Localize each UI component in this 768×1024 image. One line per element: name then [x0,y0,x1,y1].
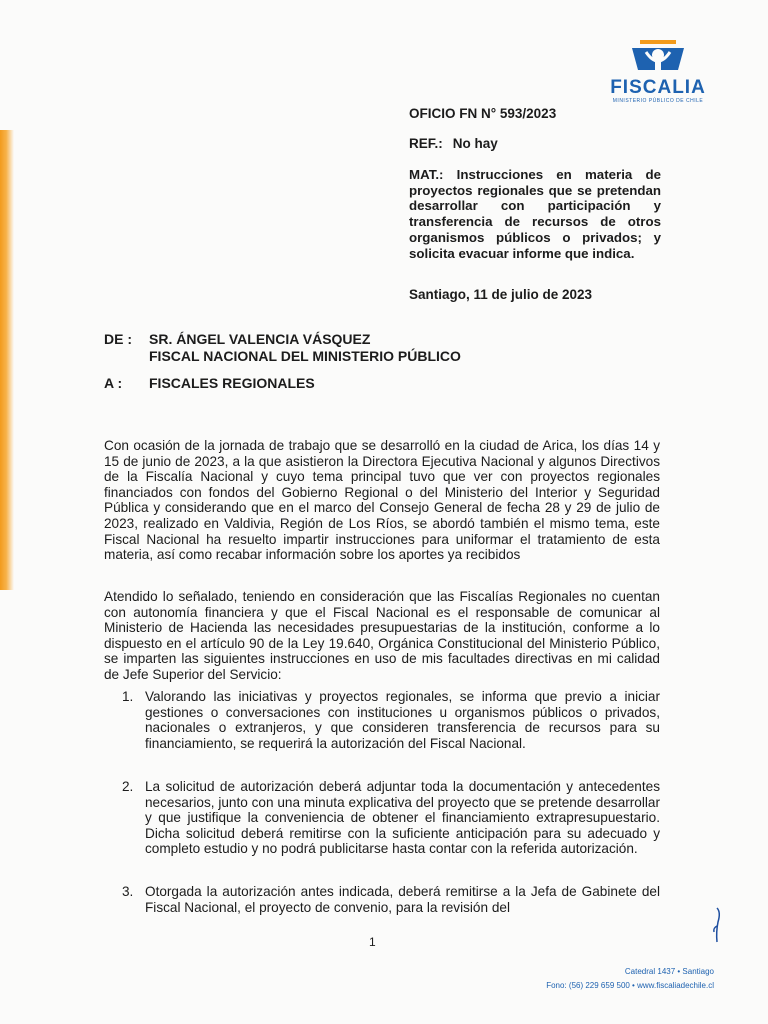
from-title: FISCAL NACIONAL DEL MINISTERIO PÚBLICO [149,348,461,364]
page-number: 1 [369,935,376,949]
item-number: 3. [122,884,134,899]
body-paragraph-2: Atendido lo señalado, teniendo en consideración que las Fiscalías Regionales no cuentan con autonomía financiera y que el Fiscal Nacional es el responsable de comunicar al Ministerio de Hacienda las necesidades presupuestarias de la institución, conforme a lo dispuesto en el artículo 90 de la Ley 19.640, Orgánica Constitucional del Ministerio Público, se imparten las siguientes instrucciones en uso de mis facultades directivas en mi calidad de Jefe Superior del Servicio: [104,589,660,682]
item-text: Otorgada la autorización antes indicada, deberá remitirse a la Jefa de Gabinete del Fiscal Nacional, el proyecto de convenio, para la revisión del [145,884,660,915]
to-label: A : [104,375,123,391]
ref-value: No hay [452,136,498,151]
logo-title: FISCALIA [610,77,706,98]
orange-margin-strip [0,130,14,590]
reference [409,136,498,151]
footer-address: Catedral 1437 • Santiago [624,967,714,976]
fiscalia-logo [598,40,718,110]
item-number: 1. [122,689,134,704]
item-number: 2. [122,779,134,794]
mat-text: Instrucciones en materia de proyectos regionales que se pretendan desarrollar con participación y transferencia de recursos de otros organismos públicos o privados; y solicita evacuar informe que indica. [409,167,661,261]
logo-subtitle: MINISTERIO PÚBLICO DE CHILE [612,98,704,104]
subject-block [409,167,661,261]
footer-contact [546,965,714,993]
from-block [104,331,461,365]
item-text: Valorando las iniciativas y proyectos regionales, se informa que previo a iniciar gestiones o conversaciones con instituciones u organismos públicos o privados, nacionales o extranjeros, y que consideren transferencia de recursos para su financiamiento, se requerirá la autorización del Fiscal Nacional. [145,689,660,751]
to-value: FISCALES REGIONALES [149,375,315,391]
from-label: DE : [104,331,132,347]
footer-phone-web: Fono: (56) 229 659 500 • www.fiscaliadechile.cl [546,981,714,990]
initials-signature-icon [708,906,726,946]
from-name: SR. ÁNGEL VALENCIA VÁSQUEZ [149,331,371,347]
document-date: Santiago, 11 de julio de 2023 [409,287,593,302]
ref-label: REF.: [409,136,443,151]
item-text: La solicitud de autorización deberá adjuntar toda la documentación y antecedentes necesarios, junto con una minuta explicativa del proyecto que se pretende desarrollar y que justifique la conveniencia de obtener el financiamiento extrapresupuestario. Dicha solicitud deberá remitirse con la suficiente anticipación para su adecuado y completo estudio y no podrá publicitarse hasta contar con la referida autorización. [145,779,660,857]
instruction-item-1 [122,689,660,751]
body-paragraph-1: Con ocasión de la jornada de trabajo que se desarrolló en la ciudad de Arica, los días 14 y 15 de junio de 2023, a la que asistieron la Directora Ejecutiva Nacional y algunos Directivos de la Fiscalía Nacional y cuyo tema principal tuvo que ver con proyectos regionales financiados con fondos del Gobierno Regional o del Ministerio del Interior y Seguridad Pública y considerando que en el marco del Consejo General de fecha 28 y 29 de julio de 2023, realizado en Valdivia, Región de Los Ríos, se abordó también el mismo tema, este Fiscal Nacional ha resuelto impartir instrucciones para uniformar el tratamiento de esta materia, así como recabar información sobre los aportes ya recibidos [104,438,660,563]
instruction-item-3 [122,884,660,915]
fiscalia-emblem-icon [610,40,706,78]
to-block [104,375,315,391]
instruction-item-2 [122,779,660,857]
oficio-number: OFICIO FN N° 593/2023 [409,106,557,121]
mat-label: MAT.: [409,167,444,182]
